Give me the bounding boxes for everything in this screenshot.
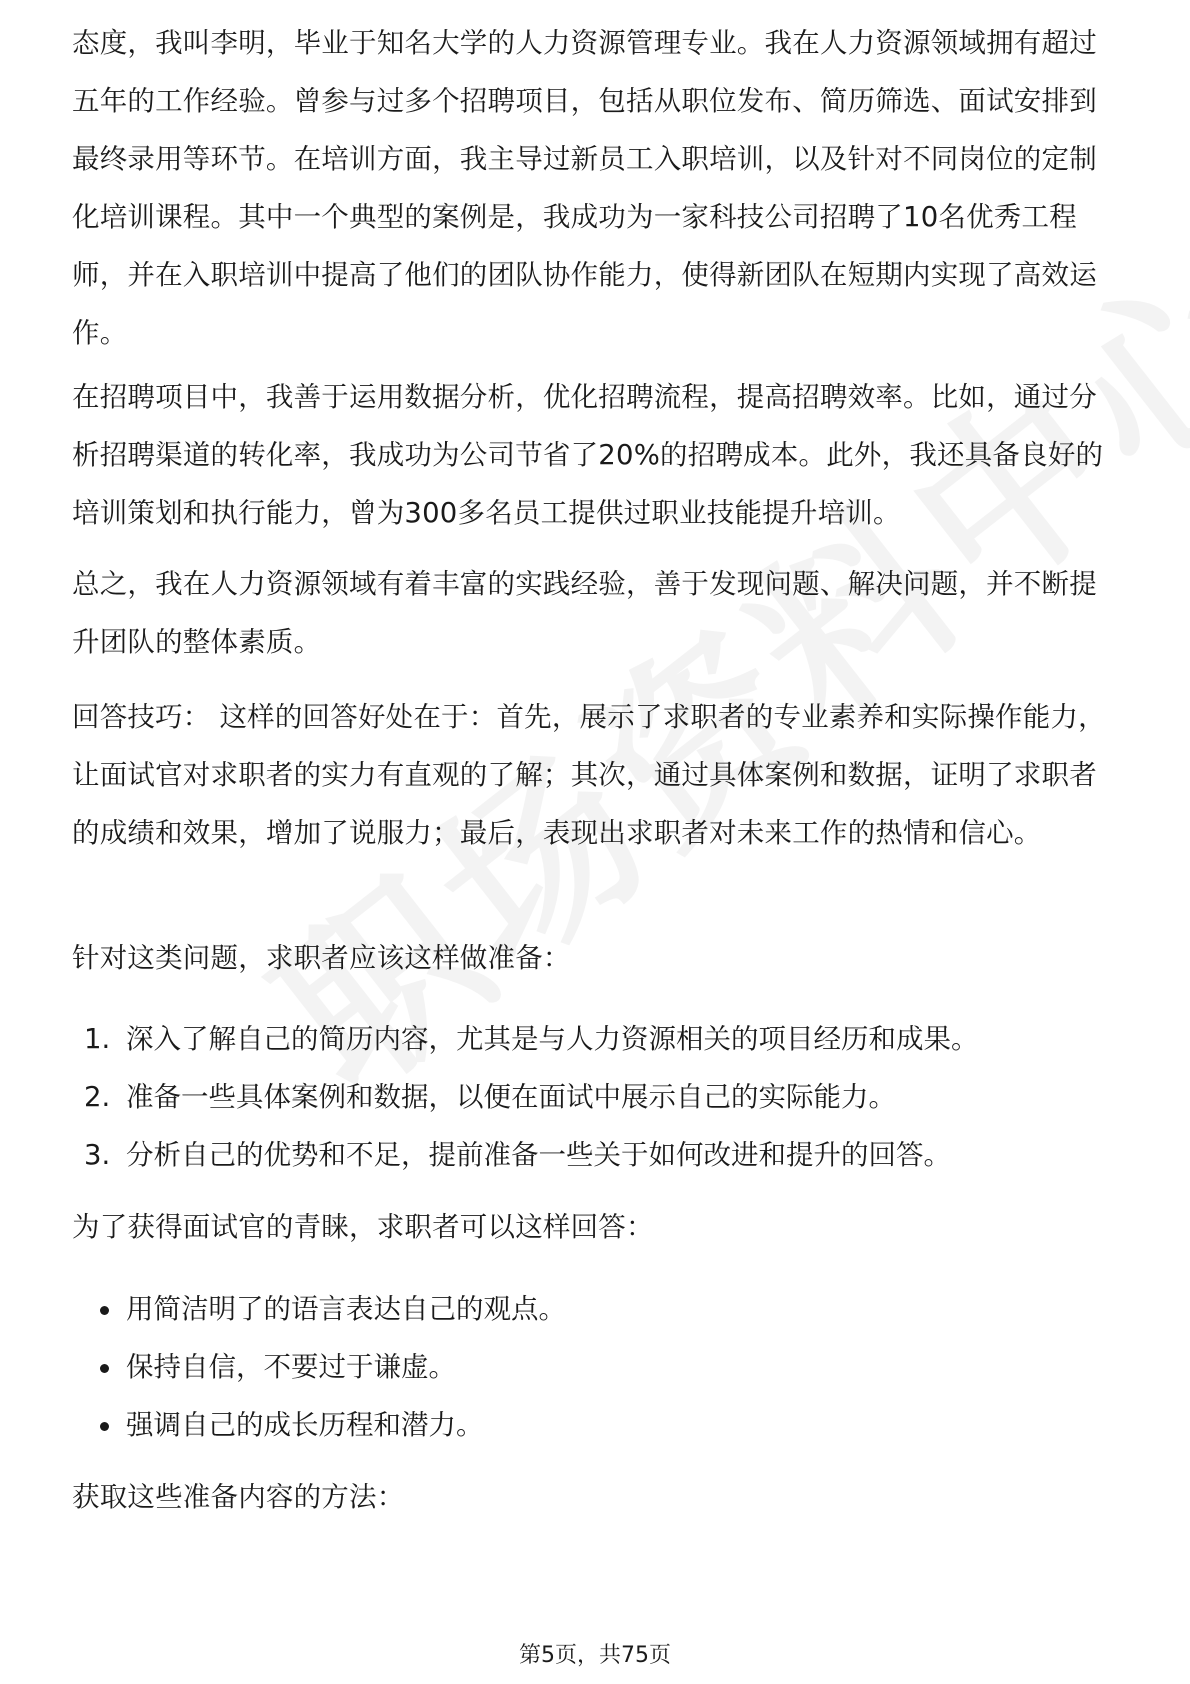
list-number: 3.	[84, 1139, 111, 1171]
list-item	[72, 1280, 1122, 1338]
bullet-icon	[100, 1422, 109, 1431]
paragraph-methods-intro: 获取这些准备内容的方法：	[72, 1481, 405, 1513]
paragraph-preparation-intro: 针对这类问题，求职者应该这样做准备：	[72, 942, 571, 974]
list-item	[72, 1126, 1122, 1184]
bullet-icon	[100, 1306, 109, 1315]
paragraph-answer-tips: 回答技巧： 这样的回答好处在于：首先，展示了求职者的专业素养和实际操作能力，让面试官对求职者的实力有直观的了解；其次，通过具体案例和数据，证明了求职者的成绩和效果，增加了说服力；最后，表现出求职者对未来工作的热情和信心。	[72, 701, 1106, 849]
list-item	[72, 1396, 1122, 1454]
list-item	[72, 1010, 1122, 1068]
paragraph-answer-intro: 为了获得面试官的青睐，求职者可以这样回答：	[72, 1211, 654, 1243]
paragraph-recruitment: 在招聘项目中，我善于运用数据分析，优化招聘流程，提高招聘效率。比如，通过分析招聘渠道的转化率，我成功为公司节省了20%的招聘成本。此外，我还具备良好的培训策划和执行能力，曾为300多名员工提供过职业技能提升培训。	[72, 381, 1104, 529]
page-footer: 第5页，共75页	[519, 1643, 671, 1668]
list-item-text: 准备一些具体案例和数据，以便在面试中展示自己的实际能力。	[126, 1081, 896, 1113]
list-item-text: 深入了解自己的简历内容，尤其是与人力资源相关的项目经历和成果。	[126, 1023, 979, 1055]
list-item	[72, 1338, 1122, 1396]
bullet-icon	[100, 1364, 109, 1373]
list-number: 1.	[84, 1023, 111, 1055]
numbered-list	[72, 1010, 1122, 1184]
list-item-text: 保持自信，不要过于谦虚。	[126, 1351, 456, 1383]
list-number: 2.	[84, 1081, 111, 1113]
paragraph-summary: 总之，我在人力资源领域有着丰富的实践经验，善于发现问题、解决问题，并不断提升团队的整体素质。	[72, 568, 1097, 658]
list-item-text: 强调自己的成长历程和潜力。	[126, 1409, 484, 1441]
list-item-text: 用简洁明了的语言表达自己的观点。	[126, 1293, 566, 1325]
paragraph-intro: 态度，我叫李明，毕业于知名大学的人力资源管理专业。我在人力资源领域拥有超过五年的工作经验。曾参与过多个招聘项目，包括从职位发布、简历筛选、面试安排到最终录用等环节。在培训方面，我主导过新员工入职培训，以及针对不同岗位的定制化培训课程。其中一个典型的案例是，我成功为一家科技公司招聘了10名优秀工程师，并在入职培训中提高了他们的团队协作能力，使得新团队在短期内实现了高效运作。	[72, 27, 1097, 349]
list-item	[72, 1068, 1122, 1126]
bullet-list	[72, 1280, 1122, 1454]
list-item-text: 分析自己的优势和不足，提前准备一些关于如何改进和提升的回答。	[126, 1139, 951, 1171]
